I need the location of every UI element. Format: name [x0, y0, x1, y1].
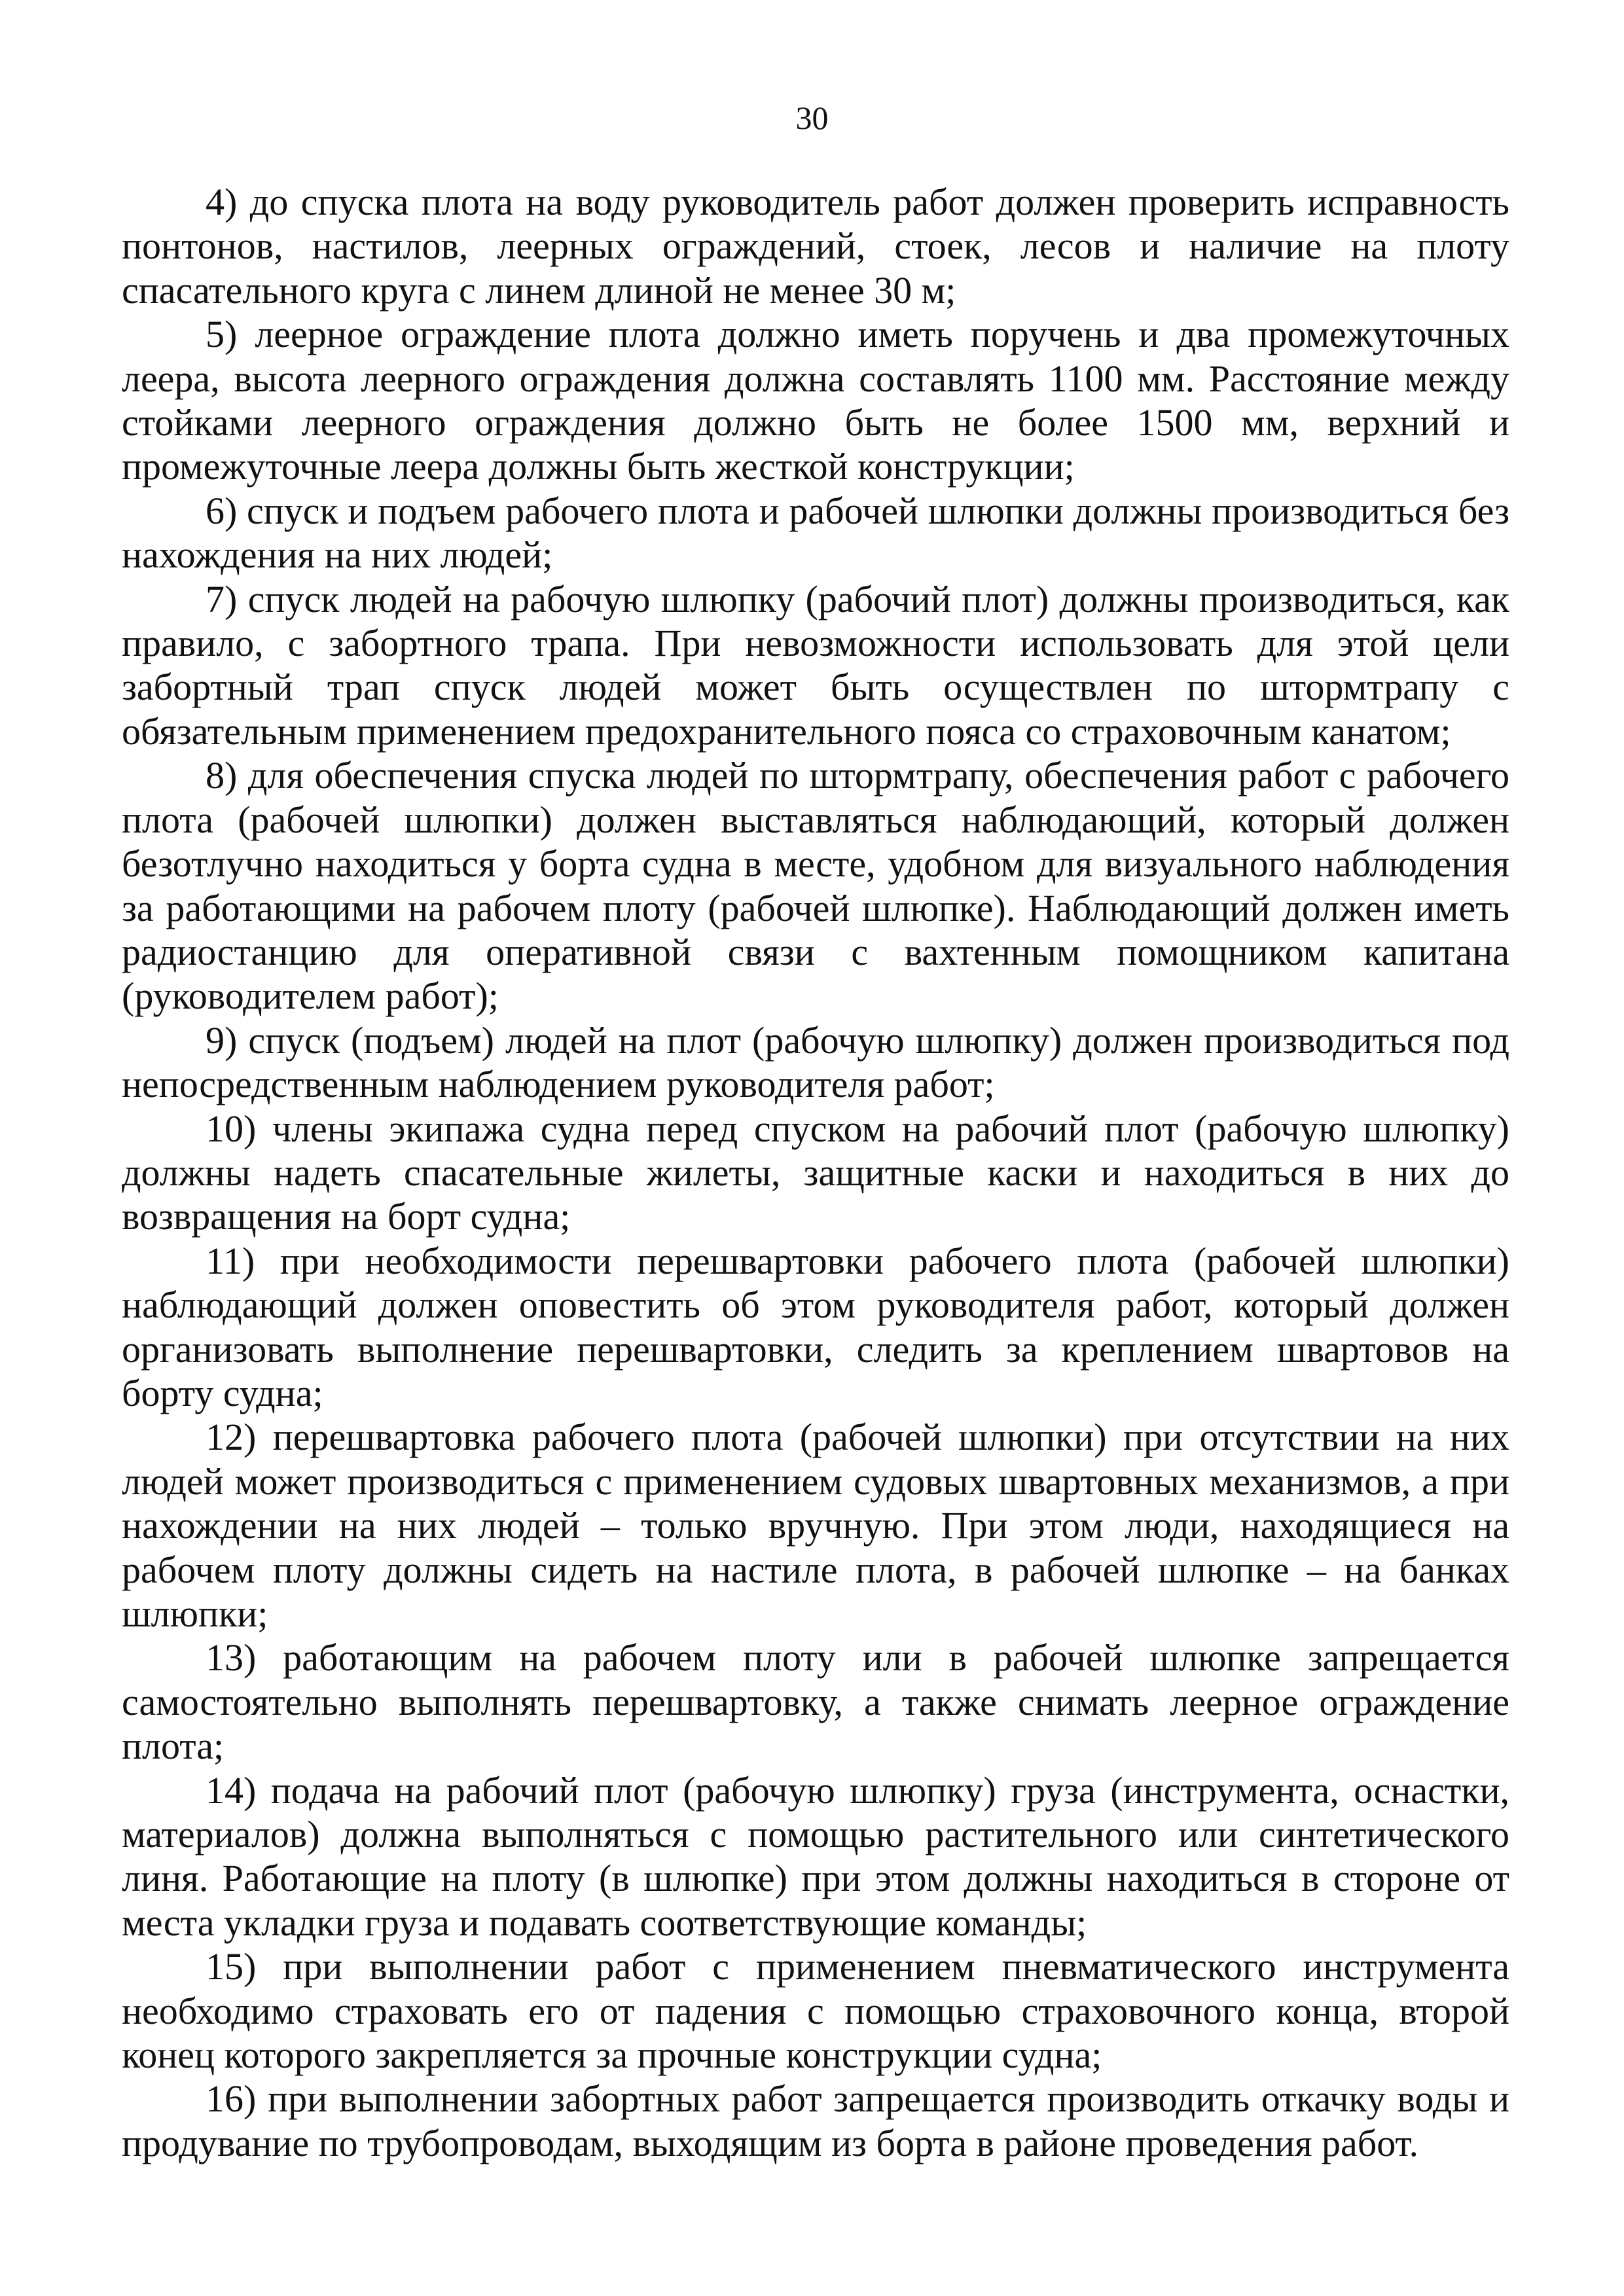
paragraph-item-15: 15) при выполнении работ с применением пневматического инструмента необходимо страховать его от падения с помощью страховочного конца, второй конец которого закрепляется за прочные конструкции судна; [122, 1945, 1509, 2077]
paragraph-item-9: 9) спуск (подъем) людей на плот (рабочую шлюпку) должен производиться под непосредственным наблюдением руководителя работ; [122, 1018, 1509, 1106]
paragraph-item-11: 11) при необходимости перешвартовки рабочего плота (рабочей шлюпки) наблюдающий должен оповестить об этом руководителя работ, который должен организовать выполнение перешвартовки, следить за креплением швартовов на борту судна; [122, 1239, 1509, 1414]
paragraph-item-13: 13) работающим на рабочем плоту или в рабочей шлюпке запрещается самостоятельно выполнять перешвартовку, а также снимать леерное ограждение плота; [122, 1636, 1509, 1768]
paragraph-item-5: 5) леерное ограждение плота должно иметь поручень и два промежуточных леера, высота леерного ограждения должна составлять 1100 мм. Расстояние между стойками леерного ограждения должно быть не более 1500 мм, верхний и промежуточные леера должны быть жесткой конструкции; [122, 313, 1509, 488]
paragraph-item-4: 4) до спуска плота на воду руководитель работ должен проверить исправность понтонов, настилов, леерных ограждений, стоек, лесов и наличие на плоту спасательного круга с линем длиной не менее 30 м; [122, 181, 1509, 312]
page-number: 30 [795, 99, 829, 136]
paragraph-item-6: 6) спуск и подъем рабочего плота и рабочей шлюпки должны производиться без нахождения на них людей; [122, 489, 1509, 577]
paragraph-item-12: 12) перешвартовка рабочего плота (рабочей шлюпки) при отсутствии на них людей может производиться с применением судовых швартовных механизмов, а при нахождении на них людей – только вручную. При этом люди, находящиеся на рабочем плоту должны сидеть на настиле плота, в рабочей шлюпке – на банках шлюпки; [122, 1416, 1509, 1635]
paragraph-item-10: 10) члены экипажа судна перед спуском на рабочий плот (рабочую шлюпку) должны надеть спасательные жилеты, защитные каски и находиться в них до возвращения на борт судна; [122, 1107, 1509, 1238]
paragraph-item-16: 16) при выполнении забортных работ запрещается производить откачку воды и продувание по трубопроводам, выходящим из борта в районе проведения работ. [122, 2077, 1509, 2164]
paragraph-item-8: 8) для обеспечения спуска людей по штормтрапу, обеспечения работ с рабочего плота (рабочей шлюпки) должен выставляться наблюдающий, который должен безотлучно находиться у борта судна в месте, удобном для визуального наблюдения за работающими на рабочем плоту (рабочей шлюпке). Наблюдающий должен иметь радиостанцию для оперативной связи с вахтенным помощником капитана (руководителем работ); [122, 754, 1509, 1018]
paragraph-item-14: 14) подача на рабочий плот (рабочую шлюпку) груза (инструмента, оснастки, материалов) должна выполняться с помощью растительного или синтетического линя. Работающие на плоту (в шлюпке) при этом должны находиться в стороне от места укладки груза и подавать соответствующие команды; [122, 1768, 1509, 1944]
document-body [122, 180, 1509, 2165]
paragraph-item-7: 7) спуск людей на рабочую шлюпку (рабочий плот) должны производиться, как правило, с забортного трапа. При невозможности использовать для этой цели забортный трап спуск людей может быть осуществлен по штормтрапу с обязательным применением предохранительного пояса со страховочным канатом; [122, 577, 1509, 753]
